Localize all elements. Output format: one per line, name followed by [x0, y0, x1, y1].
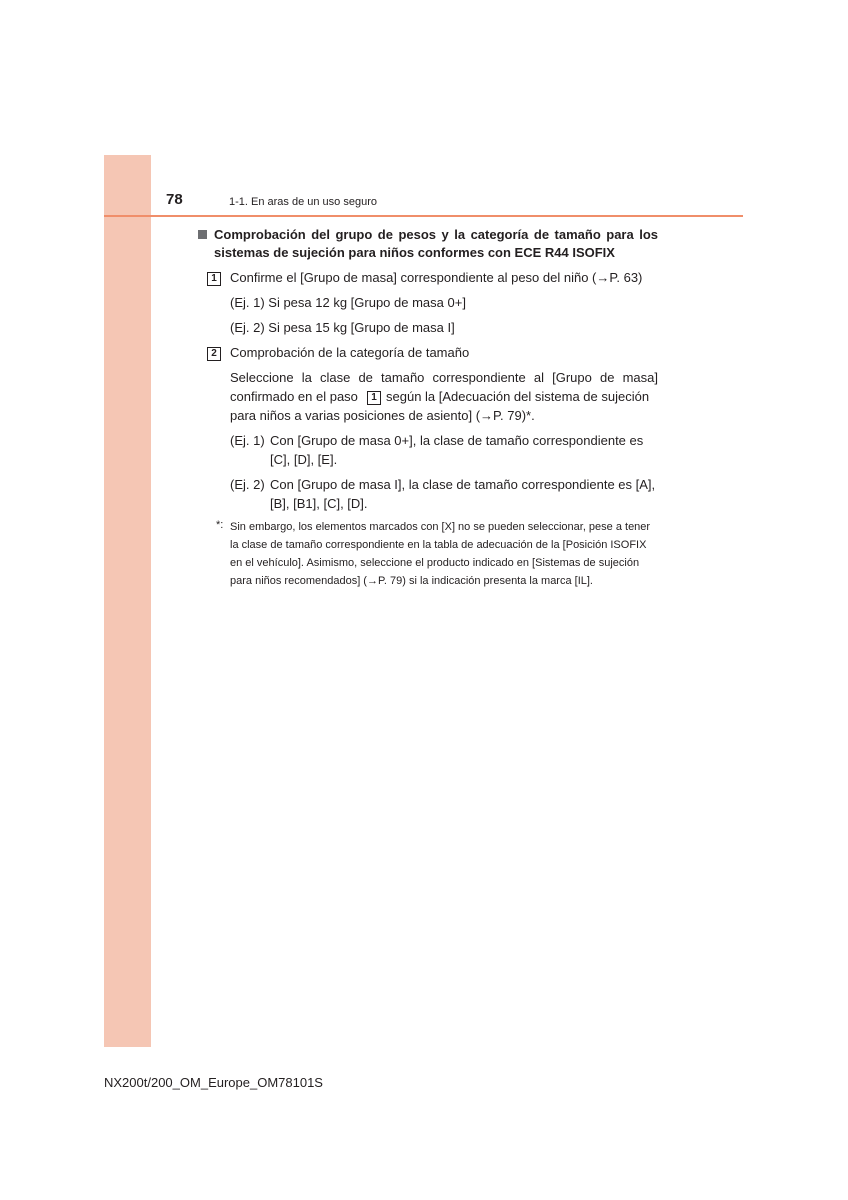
footnote-line-2: la clase de tamaño correspondiente en la tabla de adecuación de la [Posición ISOFIX [230, 539, 647, 551]
step-2-example-1-label: (Ej. 1) [230, 433, 265, 448]
heading-bullet-icon [198, 230, 207, 239]
heading-line-2: sistemas de sujeción para niños conformes con ECE R44 ISOFIX [214, 245, 615, 260]
step-2-paragraph-line-2a: confirmado en el paso [230, 389, 358, 404]
footnote-line-3: en el vehículo]. Asimismo, seleccione el producto indicado en [Sistemas de sujeción [230, 557, 640, 569]
step-2-paragraph-line-2b: según la [Adecuación del sistema de sujeción [386, 389, 650, 404]
footnote-line-1: Sin embargo, los elementos marcados con [X] no se pueden seleccionar, pese a tener [230, 521, 651, 533]
footnote-line-4: para niños recomendados] (→P. 79) si la indicación presenta la marca [IL]. [230, 575, 593, 587]
footer-code: NX200t/200_OM_Europe_OM78101S [104, 1075, 323, 1090]
step-2-number-icon: 2 [207, 347, 221, 361]
heading-line-1: Comprobación del grupo de pesos y la categoría de tamaño para los [214, 227, 658, 242]
step-1-text: Confirme el [Grupo de masa] correspondiente al peso del niño (→P. 63) [230, 270, 643, 285]
step-2-paragraph-line-3: para niños a varias posiciones de asiento] (→P. 79)*. [230, 408, 535, 423]
step-2-example-1-line-1: Con [Grupo de masa 0+], la clase de tamaño correspondiente es [270, 433, 644, 448]
step-2-example-2-line-2: [B], [B1], [C], [D]. [270, 496, 368, 511]
step-1-example-1: (Ej. 1) Si pesa 12 kg [Grupo de masa 0+] [230, 295, 466, 310]
header-rule [104, 215, 743, 217]
side-tab [104, 155, 151, 1047]
step-1-number-icon: 1 [207, 272, 221, 286]
step-1-example-2: (Ej. 2) Si pesa 15 kg [Grupo de masa I] [230, 320, 455, 335]
step-2-text: Comprobación de la categoría de tamaño [230, 345, 470, 360]
section-title: 1-1. En aras de un uso seguro [229, 196, 377, 208]
inline-step-1-icon: 1 [367, 391, 381, 405]
footnote-mark: *: [216, 519, 224, 531]
step-2-example-2-label: (Ej. 2) [230, 477, 265, 492]
step-2-example-2-line-1: Con [Grupo de masa I], la clase de tamaño correspondiente es [A], [270, 477, 656, 492]
step-2-paragraph-line-1: Seleccione la clase de tamaño correspondiente al [Grupo de masa] [230, 370, 658, 385]
page-number: 78 [166, 191, 183, 208]
step-2-example-1-line-2: [C], [D], [E]. [270, 452, 338, 467]
